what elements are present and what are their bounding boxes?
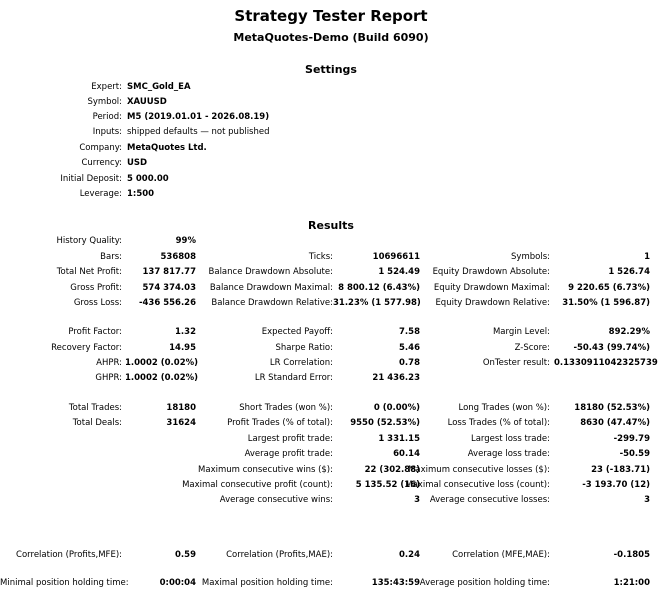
result-value: 3: [644, 495, 650, 505]
result-label: Z-Score:: [514, 343, 550, 353]
result-value: 31.50% (1 596.87): [562, 298, 650, 308]
result-label: Balance Drawdown Absolute:: [208, 267, 333, 277]
result-value: 536808: [160, 252, 196, 262]
result-label: Total Deals:: [72, 418, 122, 428]
settings-label: Symbol:: [87, 97, 122, 107]
result-value: 14.95: [169, 343, 196, 353]
settings-heading: Settings: [305, 63, 357, 76]
result-label: Largest loss trade:: [470, 434, 550, 444]
result-value: 31.23% (1 577.98): [333, 298, 421, 308]
result-value: 1.0002 (0.02%): [125, 373, 199, 383]
result-label: Maximum consecutive wins ($):: [198, 465, 333, 475]
result-label: Expected Payoff:: [261, 327, 333, 337]
result-label: Gross Profit:: [70, 283, 122, 293]
result-label: Maximum consecutive losses ($):: [408, 465, 550, 475]
result-value: 5 135.52 (16): [355, 480, 420, 490]
result-label: Gross Loss:: [73, 298, 122, 308]
result-label: GHPR:: [95, 373, 122, 383]
settings-label: Company:: [79, 143, 122, 153]
result-value: 1 331.15: [378, 434, 420, 444]
result-value: 5.46: [399, 343, 420, 353]
result-value: 21 436.23: [372, 373, 420, 383]
result-value: 18180 (52.53%): [574, 403, 650, 413]
result-label: History Quality:: [56, 236, 122, 246]
result-label: Minimal position holding time:: [0, 578, 129, 588]
result-label: Short Trades (won %):: [239, 403, 333, 413]
result-label: Maximal consecutive loss (count):: [405, 480, 550, 490]
settings-label: Expert:: [91, 82, 122, 92]
result-label: Margin Level:: [492, 327, 550, 337]
result-label: Symbols:: [511, 252, 550, 262]
settings-label: Currency:: [81, 158, 122, 168]
settings-label: Leverage:: [79, 189, 122, 199]
result-value: 0.78: [399, 358, 420, 368]
settings-value: MetaQuotes Ltd.: [127, 143, 207, 153]
result-value: 8 800.12 (6.43%): [338, 283, 420, 293]
result-value: -299.79: [613, 434, 650, 444]
result-label: Maximal position holding time:: [201, 578, 333, 588]
result-value: -50.59: [619, 449, 650, 459]
result-label: Equity Drawdown Absolute:: [432, 267, 550, 277]
result-value: 31624: [166, 418, 196, 428]
result-label: Average profit trade:: [244, 449, 333, 459]
report-title: Strategy Tester Report: [234, 7, 428, 25]
result-label: Equity Drawdown Maximal:: [433, 283, 550, 293]
result-label: Balance Drawdown Maximal:: [209, 283, 333, 293]
result-label: LR Standard Error:: [254, 373, 333, 383]
result-label: Correlation (Profits,MFE):: [16, 550, 122, 560]
result-value: 60.14: [393, 449, 420, 459]
settings-value: 1:500: [127, 189, 155, 199]
result-value: 0:00:04: [159, 578, 196, 588]
result-label: Equity Drawdown Relative:: [435, 298, 550, 308]
result-label: Maximal consecutive profit (count):: [182, 480, 333, 490]
result-value: 0.1330911042325739: [554, 358, 658, 368]
result-label: Profit Trades (% of total):: [227, 418, 333, 428]
settings-label: Inputs:: [92, 127, 122, 137]
result-value: -0.1805: [613, 550, 650, 560]
result-label: Long Trades (won %):: [458, 403, 550, 413]
result-value: 18180: [166, 403, 196, 413]
result-value: 23 (-183.71): [591, 465, 650, 475]
settings-value: USD: [127, 158, 148, 168]
result-value: -50.43 (99.74%): [573, 343, 650, 353]
result-label: Average position holding time:: [419, 578, 550, 588]
result-value: 10696611: [372, 252, 420, 262]
result-label: Profit Factor:: [68, 327, 122, 337]
result-label: Correlation (Profits,MAE):: [226, 550, 333, 560]
result-label: AHPR:: [96, 358, 122, 368]
result-value: 0.59: [175, 550, 196, 560]
settings-value: XAUUSD: [127, 97, 167, 107]
result-label: Total Trades:: [68, 403, 122, 413]
result-value: 1: [644, 252, 650, 262]
settings-value: shipped defaults — not published: [127, 127, 270, 137]
result-label: Total Net Profit:: [56, 267, 122, 277]
result-value: 1.32: [175, 327, 196, 337]
results-heading: Results: [308, 219, 354, 232]
result-value: 892.29%: [608, 327, 650, 337]
result-value: 1 524.49: [378, 267, 420, 277]
result-value: 7.58: [399, 327, 420, 337]
settings-value: 5 000.00: [127, 174, 169, 184]
result-value: -3 193.70 (12): [582, 480, 650, 490]
result-label: Largest profit trade:: [247, 434, 333, 444]
result-value: 8630 (47.47%): [580, 418, 650, 428]
result-value: 22 (302.88): [364, 465, 420, 475]
settings-label: Initial Deposit:: [60, 174, 122, 184]
settings-label: Period:: [92, 112, 122, 122]
result-value: -436 556.26: [138, 298, 196, 308]
result-value: 99%: [175, 236, 196, 246]
settings-value: SMC_Gold_EA: [127, 82, 191, 92]
result-label: Average loss trade:: [467, 449, 550, 459]
result-label: Average consecutive losses:: [429, 495, 550, 505]
result-value: 3: [414, 495, 420, 505]
result-value: 574 374.03: [142, 283, 196, 293]
result-label: LR Correlation:: [269, 358, 333, 368]
result-value: 9550 (52.53%): [350, 418, 420, 428]
settings-value: M5 (2019.01.01 - 2026.08.19): [127, 112, 270, 122]
result-value: 0 (0.00%): [373, 403, 420, 413]
result-label: Average consecutive wins:: [219, 495, 333, 505]
result-label: Sharpe Ratio:: [275, 343, 333, 353]
result-value: 1:21:00: [613, 578, 650, 588]
result-label: OnTester result:: [482, 358, 550, 368]
report-subtitle: MetaQuotes-Demo (Build 6090): [233, 31, 429, 44]
result-value: 1 526.74: [608, 267, 650, 277]
result-value: 9 220.65 (6.73%): [568, 283, 650, 293]
result-value: 0.24: [399, 550, 420, 560]
result-value: 137 817.77: [142, 267, 196, 277]
result-label: Correlation (MFE,MAE):: [452, 550, 550, 560]
result-label: Recovery Factor:: [51, 343, 122, 353]
result-label: Bars:: [100, 252, 122, 262]
result-label: Loss Trades (% of total):: [447, 418, 550, 428]
result-label: Ticks:: [308, 252, 333, 262]
result-value: 135:43:59: [371, 578, 420, 588]
result-value: 1.0002 (0.02%): [125, 358, 199, 368]
result-label: Balance Drawdown Relative:: [211, 298, 333, 308]
